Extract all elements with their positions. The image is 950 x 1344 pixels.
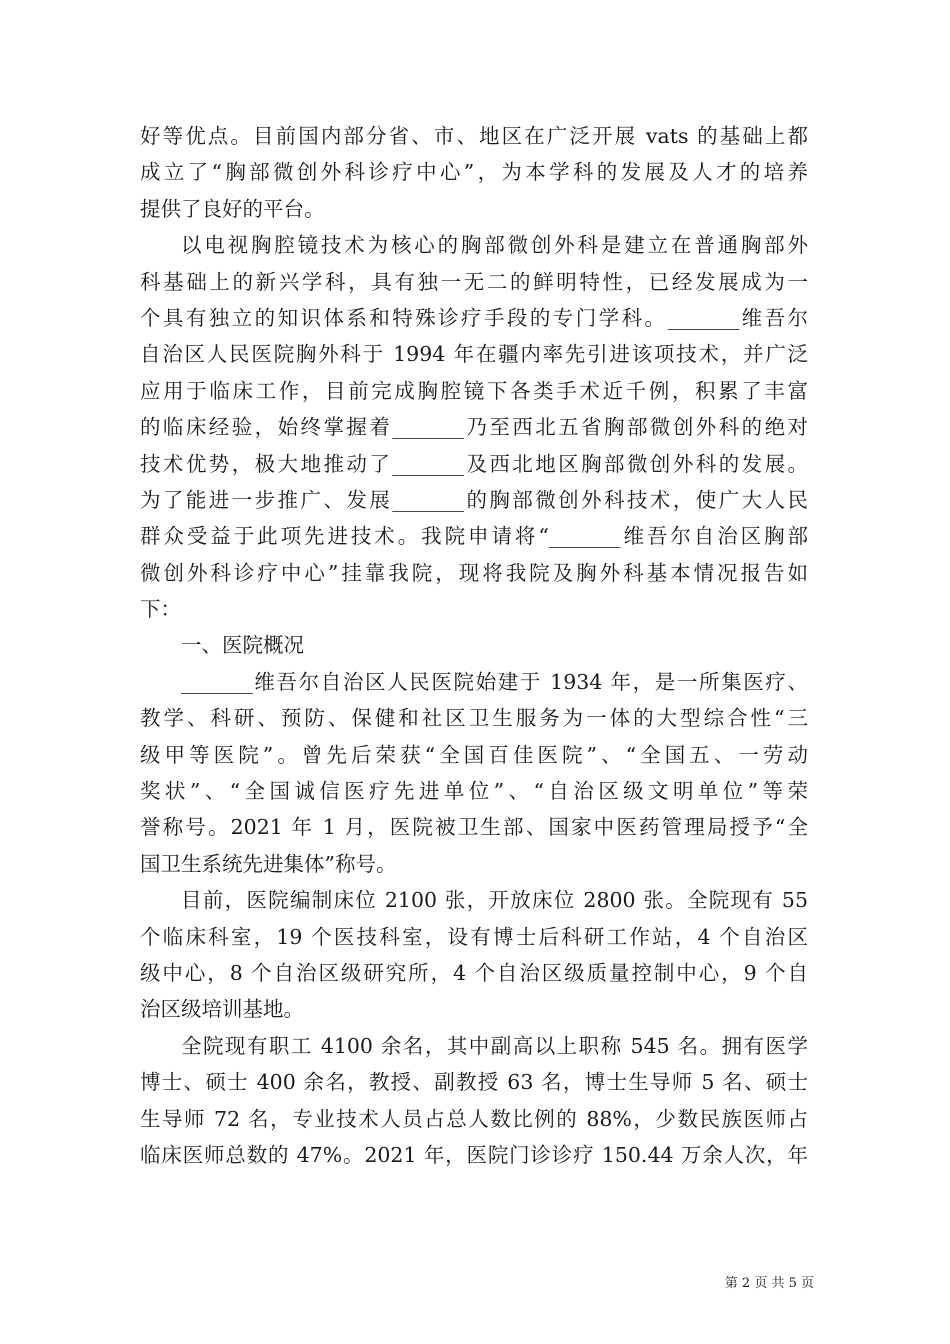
text-line: 级甲等医院”。曾先后荣获“全国百佳医院”、“全国五、一劳动 <box>140 742 808 767</box>
text-line: 自治区人民医院胸外科于 1994 年在疆内率先引进该项技术，并广泛 <box>140 342 808 367</box>
text-line: 科基础上的新兴学科，具有独一无二的鲜明特性，已经发展成为一 <box>140 269 808 294</box>
text-line: 技术优势，极大地推动了_______及西北地区胸部微创外科的发展。 <box>140 451 808 476</box>
text-line: 提供了良好的平台。 <box>140 196 325 221</box>
text-line: 级中心，8 个自治区级研究所，4 个自治区级质量控制中心，9 个自 <box>140 960 808 985</box>
text-line: 以电视胸腔镜技术为核心的胸部微创外科是建立在普通胸部外 <box>181 233 808 258</box>
text-line: 目前，医院编制床位 2100 张，开放床位 2800 张。全院现有 55 <box>181 888 808 913</box>
text-line: 治区级培训基地。 <box>140 997 304 1022</box>
document-body <box>140 118 808 1173</box>
text-line: 誉称号。2021 年 1 月，医院被卫生部、国家中医药管理局授予“全 <box>140 815 808 840</box>
text-line: 奖状”、“全国诚信医疗先进单位”、“自治区级文明单位”等荣 <box>140 779 808 804</box>
text-line: 应用于临床工作，目前完成胸腔镜下各类手术近千例，积累了丰富 <box>140 378 808 403</box>
text-line: 一、医院概况 <box>181 633 304 658</box>
text-line: 的临床经验，始终掌握着_______乃至西北五省胸部微创外科的绝对 <box>140 415 808 440</box>
text-line: 个具有独立的知识体系和特殊诊疗手段的专门学科。_______维吾尔 <box>140 305 808 330</box>
page-number-footer: 第 2 页 共 5 页 <box>724 1276 814 1291</box>
text-line: 教学、科研、预防、保健和社区卫生服务为一体的大型综合性“三 <box>140 706 808 731</box>
text-line: 临床医师总数的 47%。2021 年，医院门诊诊疗 150.44 万余人次，年 <box>140 1142 808 1167</box>
text-line: 博士、硕士 400 余名，教授、副教授 63 名，博士生导师 5 名、硕士 <box>140 1070 808 1095</box>
text-line: 群众受益于此项先进技术。我院申请将“_______维吾尔自治区胸部 <box>140 524 808 549</box>
text-line: 成立了“胸部微创外科诊疗中心”，为本学科的发展及人才的培养 <box>140 160 808 185</box>
text-line: 国卫生系统先进集体”称号。 <box>140 851 397 876</box>
text-line: 好等优点。目前国内部分省、市、地区在广泛开展 vats 的基础上都 <box>140 124 808 148</box>
text-line: 微创外科诊疗中心”挂靠我院，现将我院及胸外科基本情况报告如 <box>140 560 808 585</box>
text-line: _______维吾尔自治区人民医院始建于 1934 年，是一所集医疗、 <box>181 669 808 694</box>
text-line: 为了能进一步推广、发展_______的胸部微创外科技术，使广大人民 <box>140 487 808 512</box>
text-line: 个临床科室，19 个医技科室，设有博士后科研工作站，4 个自治区 <box>140 924 808 949</box>
text-line: 下： <box>140 597 181 622</box>
text-line: 全院现有职工 4100 余名，其中副高以上职称 545 名。拥有医学 <box>181 1033 808 1058</box>
text-line: 生导师 72 名，专业技术人员占总人数比例的 88%，少数民族医师占 <box>140 1106 808 1131</box>
